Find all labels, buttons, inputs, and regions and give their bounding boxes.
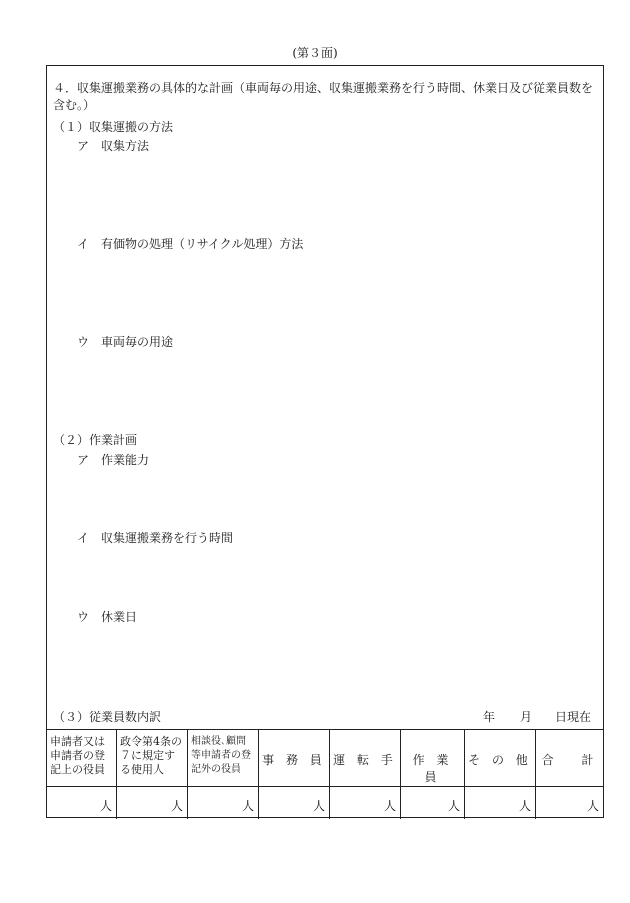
section1-item-a: ア 収集方法 xyxy=(77,139,150,153)
plan-form xyxy=(46,65,604,818)
as-of-label: 日現在 xyxy=(555,710,592,724)
count-cell-clerks[interactable]: 人 xyxy=(259,787,330,819)
staff-count-values xyxy=(47,787,603,819)
header-cell-others: そ の 他 xyxy=(465,730,536,786)
count-cell-applicant-officers[interactable]: 人 xyxy=(47,787,117,819)
header-cell-drivers: 運 転 手 xyxy=(330,730,401,786)
staff-table-header-row xyxy=(47,730,603,787)
header-cell-clerks: 事 務 員 xyxy=(259,730,330,786)
section2-item-a: ア 作業能力 xyxy=(77,453,150,467)
count-cell-advisors[interactable]: 人 xyxy=(188,787,259,819)
section1-item-b: イ 有価物の処理（リサイクル処理）方法 xyxy=(77,237,304,251)
page-label: (第３面) xyxy=(292,46,338,60)
count-cell-workers[interactable]: 人 xyxy=(401,787,465,819)
staff-breakdown-header xyxy=(47,709,603,730)
section3-title: （３）従業員数内訳 xyxy=(53,710,162,724)
header-cell-employees: 政令第4条の７に規定する使用人 xyxy=(117,730,188,786)
header-cell-total: 合 計 xyxy=(541,753,598,767)
year-label: 年 xyxy=(483,710,496,724)
section2-title: （２）作業計画 xyxy=(53,433,138,447)
count-cell-employees[interactable]: 人 xyxy=(117,787,188,819)
section1-title: （１）収集運搬の方法 xyxy=(53,120,174,134)
header-cell-applicant-officers: 申請者又は申請者の登記上の役員 xyxy=(47,730,117,786)
count-cell-others[interactable]: 人 xyxy=(465,787,536,819)
header-cell-workers: 作 業 員 xyxy=(401,730,465,786)
count-cell-drivers[interactable]: 人 xyxy=(330,787,401,819)
section2-item-c: ウ 休業日 xyxy=(77,610,138,624)
form-heading: ４．収集運搬業務の具体的な計画（車両毎の用途、収集運搬業務を行う時間、休業日及び従業員数を含む。） xyxy=(53,81,594,112)
section2-item-b: イ 収集運搬業務を行う時間 xyxy=(77,531,234,545)
header-cell-advisors: 相談役､顧問等申請者の登記外の役員 xyxy=(188,730,259,786)
month-label: 月 xyxy=(520,710,533,724)
section1-item-c: ウ 車両毎の用途 xyxy=(77,335,174,349)
count-cell-total[interactable]: 人 xyxy=(586,799,599,813)
